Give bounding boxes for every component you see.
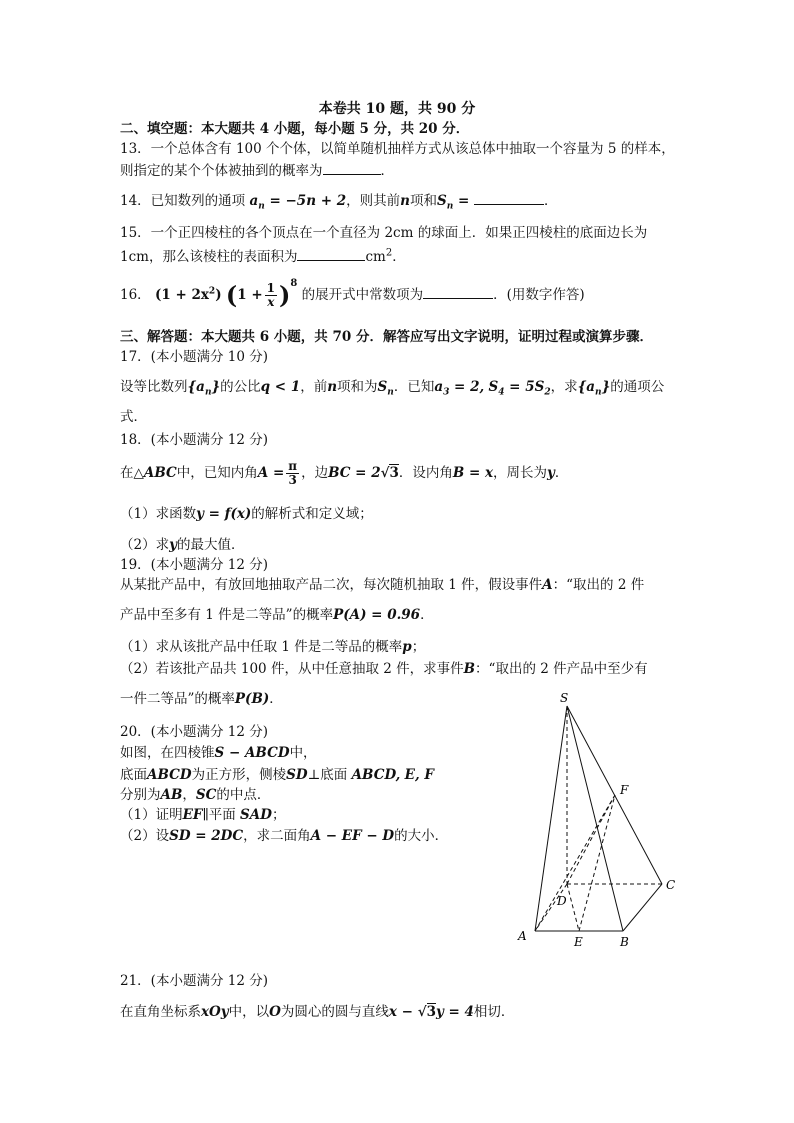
q16-fraction: $\frac{1}{x}$: [266, 281, 275, 309]
q16-paren-open: (: [225, 280, 238, 310]
q14-text-a: 14．已知数列的通项: [120, 193, 246, 209]
q14-n: n: [400, 193, 410, 209]
q16: [120, 278, 585, 312]
q18-pi-over-3: $\frac{\pi}{3}$: [288, 459, 298, 487]
q19-head: 19．(本小题满分 12 分): [120, 557, 268, 573]
q17-q: q < 1: [260, 379, 301, 395]
section-3-title: 三、解答题：本大题共 6 小题，共 70 分．解答应写出文字说明，证明过程或演算步骤．: [120, 329, 653, 345]
q14-an: $a_n = -5n + 2$: [249, 193, 347, 212]
q15-end: ．: [392, 249, 406, 265]
q16-one-plus: 1 +: [237, 287, 263, 303]
q19-line1: 从某批产品中，有放回地抽取产品二次，每次随机抽取 1 件，假设事件A：“取出的 2 件: [120, 577, 645, 593]
q15-unit: cm: [365, 249, 386, 265]
label-C: C: [666, 878, 676, 892]
q20-line3: 分别为AB，SC的中点．: [120, 787, 271, 803]
q15-answer-blank: [297, 246, 365, 261]
label-A: A: [518, 929, 527, 943]
q16-paren-close: ): [279, 280, 291, 310]
label-F: F: [620, 783, 629, 797]
q15-unit-exp: 2: [385, 247, 393, 259]
q20-part2: （2）设SD = 2DC，求二面角A − EF − D的大小．: [120, 828, 449, 844]
q16-text: 的展开式中常数项为: [301, 287, 424, 303]
q17-head: 17．(本小题满分 10 分): [120, 349, 268, 365]
segment-EF: [579, 795, 615, 931]
q19-part2-cont: 一件二等品”的概率P(B)．: [120, 691, 283, 707]
q13-line2: [120, 160, 394, 180]
q13-answer-blank: [323, 160, 381, 175]
q16-number: 16．: [120, 287, 151, 303]
q13-text: 则指定的某个个体被抽到的概率为: [120, 163, 323, 179]
segment-DE: [567, 884, 579, 931]
q16-end: ．(用数字作答): [493, 287, 585, 303]
edge-SB: [567, 706, 623, 931]
q14-answer-blank: [474, 190, 544, 205]
q19-part1: （1）求从该批产品中任取 1 件是二等品的概率p；: [120, 639, 426, 655]
q14: [120, 190, 557, 210]
label-D: D: [557, 894, 567, 908]
q15-line2: [120, 246, 406, 266]
q21-head: 21．(本小题满分 12 分): [120, 973, 268, 989]
q14-sn: $S_n$ =: [436, 193, 474, 212]
q19-part2: （2）若该批产品共 100 件，从中任意抽取 2 件，求事件B：“取出的 2 件产品中至少有: [120, 661, 648, 677]
label-B: B: [620, 935, 629, 949]
q17-line: 设等比数列$\{a_n\}$的公比q < 1，前n项和为$S_n$．已知$a_3 = 2$, $S_4 = 5S_2$，求$\{a_n\}$的通项公: [120, 379, 665, 398]
q20-line1: 如图，在四棱锥S − ABCD中，: [120, 745, 317, 761]
q20-head: 20．(本小题满分 12 分): [120, 724, 268, 740]
q17-s4: $S_4 = 5S_2$: [488, 379, 551, 398]
q13-end: ．: [380, 163, 394, 179]
q14-end: ．: [543, 193, 558, 209]
section-2-title: 二、填空题：本大题共 4 小题，每小题 5 分，共 20 分．: [120, 121, 470, 137]
q17-set: $\{a_n\}$: [187, 379, 221, 398]
q18-part2: （2）求y的最大值．: [120, 537, 245, 553]
edge-BC: [623, 884, 662, 931]
q16-answer-blank: [423, 284, 493, 299]
q14-text-c: 项和: [409, 193, 437, 209]
q16-factor-a: $(1 + 2x^2)$: [154, 286, 222, 303]
pyramid-figure: [510, 690, 690, 950]
page-header: 本卷共 10 题，共 90 分: [318, 101, 476, 117]
q14-text-b: ，则其前: [346, 193, 401, 209]
label-S: S: [560, 691, 569, 705]
q18-head: 18．(本小题满分 12 分): [120, 432, 268, 448]
q17-a3: $a_3 = 2$,: [434, 379, 485, 398]
q15-text: 1cm，那么该棱柱的表面积为: [120, 249, 298, 265]
q19-line2: 产品中至多有 1 件是二等品”的概率P(A) = 0.96．: [120, 607, 434, 623]
q13-line1: 13．一个总体含有 100 个个体，以简单随机抽样方式从该总体中抽取一个容量为 5 的样本，: [120, 141, 675, 157]
q16-exponent: 8: [290, 277, 298, 289]
q18-part1: （1）求函数y = f(x)的解析式和定义域；: [120, 506, 373, 522]
q20-line2: 底面ABCD为正方形，侧棱SD⊥底面 ABCD, E, F: [120, 767, 434, 783]
q15-line1: 15．一个正四棱柱的各个顶点在一个直径为 2cm 的球面上．如果正四棱柱的底面边长为: [120, 225, 648, 241]
q21-line: 在直角坐标系xOy中，以O为圆心的圆与直线x − √3y = 4相切．: [120, 1004, 515, 1020]
q20-part1: （1）证明EF∥平面 SAD；: [120, 807, 286, 823]
q18-line: 在△ABC中，已知内角A = $\frac{\pi}{3}$ ，边BC = 2√3．设内角B = x，周长为y．: [120, 459, 569, 487]
q17-line3: 式．: [120, 409, 147, 425]
segment-AF: [535, 795, 615, 931]
label-E: E: [574, 935, 583, 949]
